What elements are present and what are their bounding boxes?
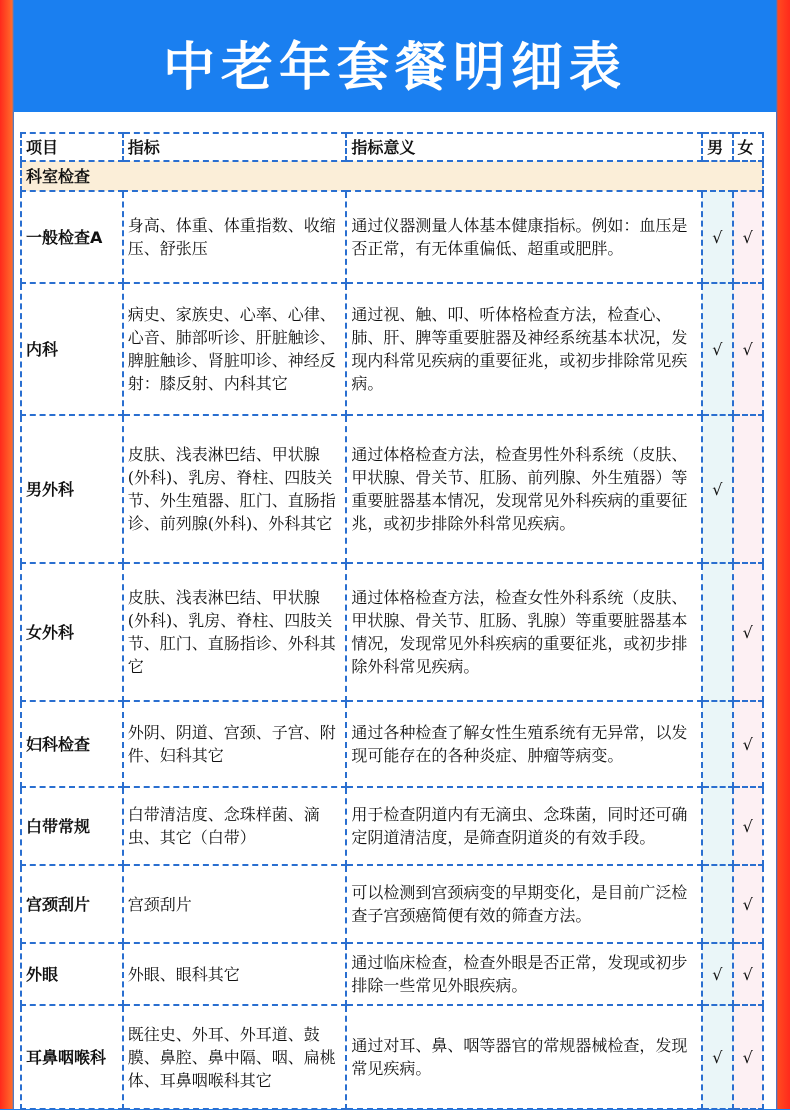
row-male-check: √	[702, 1005, 732, 1109]
row-project: 白带常规	[21, 787, 123, 865]
row-male-check: √	[702, 191, 732, 283]
row-indicators: 外眼、眼科其它	[123, 943, 347, 1005]
row-project: 外眼	[21, 943, 123, 1005]
row-meaning: 通过临床检查，检查外眼是否正常，发现或初步排除一些常见外眼疾病。	[346, 943, 702, 1005]
table-row	[21, 865, 763, 943]
table-row	[21, 701, 763, 787]
table-row	[21, 787, 763, 865]
row-meaning: 通过各种检查了解女性生殖系统有无异常，以发现可能存在的各种炎症、肿瘤等病变。	[346, 701, 702, 787]
row-male-check: √	[702, 943, 732, 1005]
row-male-check: √	[702, 415, 732, 563]
page-title: 中老年套餐明细表	[162, 37, 627, 98]
header-banner	[14, 12, 776, 112]
row-indicators: 宫颈刮片	[123, 865, 347, 943]
row-male-check	[702, 563, 732, 701]
row-indicators: 病史、家族史、心率、心律、心音、肺部听诊、肝脏触诊、脾脏触诊、肾脏叩诊、神经反射：膝反射、内科其它	[123, 283, 347, 415]
row-indicators: 既往史、外耳、外耳道、鼓膜、鼻腔、鼻中隔、咽、扁桃体、耳鼻咽喉科其它	[123, 1005, 347, 1109]
row-indicators: 皮肤、浅表淋巴结、甲状腺(外科)、乳房、脊柱、四肢关节、肛门、直肠指诊、外科其它	[123, 563, 347, 701]
row-meaning: 通过对耳、鼻、咽等器官的常规器械检查，发现常见疾病。	[346, 1005, 702, 1109]
row-female-check: √	[733, 865, 763, 943]
row-meaning: 通过视、触、叩、听体格检查方法，检查心、肺、肝、脾等重要脏器及神经系统基本状况，发现内科常见疾病的重要征兆，或初步排除常见疾病。	[346, 283, 702, 415]
col-header-meaning: 指标意义	[346, 133, 702, 161]
row-male-check	[702, 787, 732, 865]
table-row	[21, 563, 763, 701]
row-female-check: √	[733, 1005, 763, 1109]
row-meaning: 可以检测到宫颈病变的早期变化，是目前广泛检查子宫颈癌简便有效的筛查方法。	[346, 865, 702, 943]
row-meaning: 用于检查阴道内有无滴虫、念珠菌，同时还可确定阴道清洁度，是筛查阴道炎的有效手段。	[346, 787, 702, 865]
table-row	[21, 943, 763, 1005]
row-meaning: 通过仪器测量人体基本健康指标。例如：血压是否正常，有无体重偏低、超重或肥胖。	[346, 191, 702, 283]
table-row	[21, 415, 763, 563]
col-header-project: 项目	[21, 133, 123, 161]
row-project: 男外科	[21, 415, 123, 563]
row-female-check: √	[733, 943, 763, 1005]
table-row	[21, 283, 763, 415]
row-project: 内科	[21, 283, 123, 415]
row-female-check: √	[733, 191, 763, 283]
package-table	[20, 132, 764, 1110]
row-female-check	[733, 415, 763, 563]
row-female-check: √	[733, 283, 763, 415]
row-project: 一般检查A	[21, 191, 123, 283]
table-header-row	[21, 133, 763, 161]
col-header-male: 男	[702, 133, 732, 161]
table-row	[21, 1005, 763, 1109]
row-female-check: √	[733, 701, 763, 787]
row-female-check: √	[733, 787, 763, 865]
col-header-female: 女	[733, 133, 763, 161]
row-meaning: 通过体格检查方法，检查女性外科系统（皮肤、甲状腺、骨关节、肛肠、乳腺）等重要脏器基本情况，发现常见外科疾病的重要征兆，或初步排除外科常见疾病。	[346, 563, 702, 701]
col-header-indicators: 指标	[123, 133, 347, 161]
row-indicators: 外阴、阴道、宫颈、子宫、附件、妇科其它	[123, 701, 347, 787]
row-meaning: 通过体格检查方法，检查男性外科系统（皮肤、甲状腺、骨关节、肛肠、前列腺、外生殖器）等重要脏器基本情况，发现常见外科疾病的重要征兆，或初步排除外科常见疾病。	[346, 415, 702, 563]
row-male-check	[702, 865, 732, 943]
row-indicators: 白带清洁度、念珠样菌、滴虫、其它（白带）	[123, 787, 347, 865]
row-project: 妇科检查	[21, 701, 123, 787]
row-project: 女外科	[21, 563, 123, 701]
section-row	[21, 161, 763, 191]
row-project: 耳鼻咽喉科	[21, 1005, 123, 1109]
section-title: 科室检查	[21, 161, 763, 191]
row-male-check: √	[702, 283, 732, 415]
row-project: 宫颈刮片	[21, 865, 123, 943]
row-male-check	[702, 701, 732, 787]
row-indicators: 身高、体重、体重指数、收缩压、舒张压	[123, 191, 347, 283]
row-female-check: √	[733, 563, 763, 701]
row-indicators: 皮肤、浅表淋巴结、甲状腺(外科)、乳房、脊柱、四肢关节、外生殖器、肛门、直肠指诊、前列腺(外科)、外科其它	[123, 415, 347, 563]
table-row	[21, 191, 763, 283]
